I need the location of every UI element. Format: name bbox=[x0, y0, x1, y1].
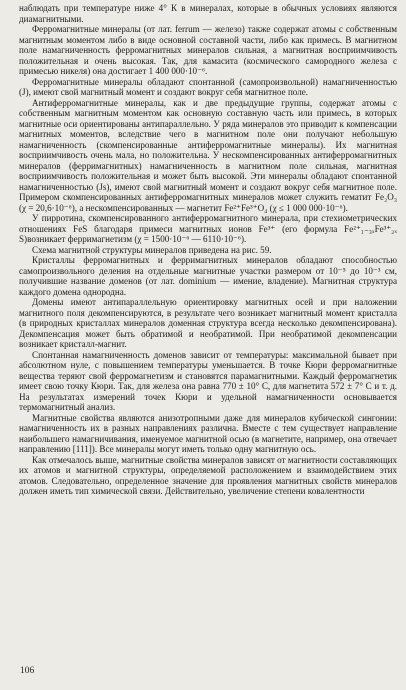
paragraph-anisotropy: Магнитные свойства являются анизотропными даже для минералов кубической сингонии: намагниченность их в разных направлениях различна. Вместе с тем существует направление наибольшего намагничивания, именуемое магнитной осью (в магнетите, например, она отвечает направлению [111]). Все минералы могут иметь только одну магнитную ось. bbox=[19, 412, 397, 454]
paragraph-figure-reference: Схема магнитной структуры минералов приведена на рис. 59. bbox=[32, 244, 272, 255]
paragraph-continuation: наблюдать при температуре ниже 4° К в минералах, которые в обычных условиях являются диамагнитными. bbox=[19, 3, 397, 24]
paragraph-domains: Кристаллы ферромагнитных и ферримагнитных минералов обладают способностью самопроизвольного деления на отдельные магнитные участки размером от 10⁻⁵ до 10⁻³ см, получившие название доменов (от лат. dominium — имение, владение). Магнитная структура каждого домена однородна. bbox=[19, 255, 397, 297]
page-number: 106 bbox=[20, 666, 35, 676]
paragraph-pyrrhotite: У пирротина, скомпенсированного антиферромагнитного минерала, при стехиометрических отношениях FeS благодаря примеси магнитных ионов Fe³⁺ (его формула Fe²⁺₁₋₃ₓFe³⁺₂ₓ S)возникает ферримагнетизм (χ = 1500·10⁻⁶ — 6110·10⁻⁶). bbox=[19, 213, 397, 244]
paragraph-spontaneous-magnetization: Ферромагнитные минералы обладают спонтанной (самопроизвольной) намагниченностью (J), имеют свой магнитный момент и создают вокруг себя магнитное поле. bbox=[19, 76, 397, 97]
paragraph-ferromagnetic-minerals: Ферромагнитные минералы (от лат. ferrum — железо) также содержат атомы с собственным магнитным моментом либо в виде основной составной части, либо как примесь. В магнитном поле намагниченность ферромагнитных минералов сильная, а магнитная восприимчивость положительная и очень высокая. Так, для камасита (космического самородного железа с примесью никеля) она достигает 1 400 000·10⁻⁶. bbox=[19, 24, 397, 76]
paragraph-chemical-bond: Как отмечалось выше, магнитные свойства минералов зависят от магнитности составляющих их атомов и магнитной структуры, определяемой расположением и взаимодействием этих атомов. Следовательно, определенное значение для проявления магнитных свойств минералов должен иметь тип химической связи. Действительно, увеличение степени ковалентности bbox=[19, 454, 397, 496]
paragraph-antiferromagnetic-minerals: Антиферромагнитные минералы, как и две предыдущие группы, содержат атомы с собственным магнитным моментом как основную составную часть или примесь, в которых магнитные оси ориентированы антипараллельно. У ряда минералов это приводит к компенсации магнитных моментов, вследствие чего в магнитном поле они получают небольшую намагниченность (скомпенсированные антиферромагнитные минералы). Их магнитная восприимчивость очень мала, но положительна. У нескомпенсированных антиферромагнитных минералов (ферримагнитных) намагниченность в магнитном поле сильная, магнитная восприимчивость положительная и может быть высокой. Эти минералы обладают спонтанной намагниченностью (Js), имеют свой магнитный момент и создают вокруг себя магнитное поле. Примером скомпенсированных антиферромагнитных минералов может служить гематит Fe₂O₃ (χ = 20,6·10⁻⁶), а нескомпенсированных — магнетит Fe²⁺Fe³⁺O₄ (χ ≤ 1 000 000·10⁻⁶). bbox=[19, 97, 397, 213]
paragraph-domain-orientation: Домены имеют антипараллельную ориентировку магнитных осей и при наложении магнитного поля декомпенсируются, в результате чего возникает магнитный момент кристалла (в природных кристаллах минералов доменная структура всегда несколько декомпенсирована). Декомпенсация может быть обратимой и необратимой. При необратимой декомпенсации возникает кристалл-магнит. bbox=[19, 297, 397, 349]
paragraph-curie-point: Спонтанная намагниченность доменов зависит от температуры: максимальной бывает при абсолютном нуле, с повышением температуры уменьшается. В точке Кюри ферромагнитные вещества теряют свой ферромагнетизм и становятся парамагнитными. Каждый ферромагнетик имеет свою точку Кюри. Так, для железа она равна 770 ± 10° С, для магнетита 572 ± 7° С и т. д. На результатах измерений точек Кюри и удельной намагниченности основывается термомагнитный анализ. bbox=[19, 349, 397, 412]
